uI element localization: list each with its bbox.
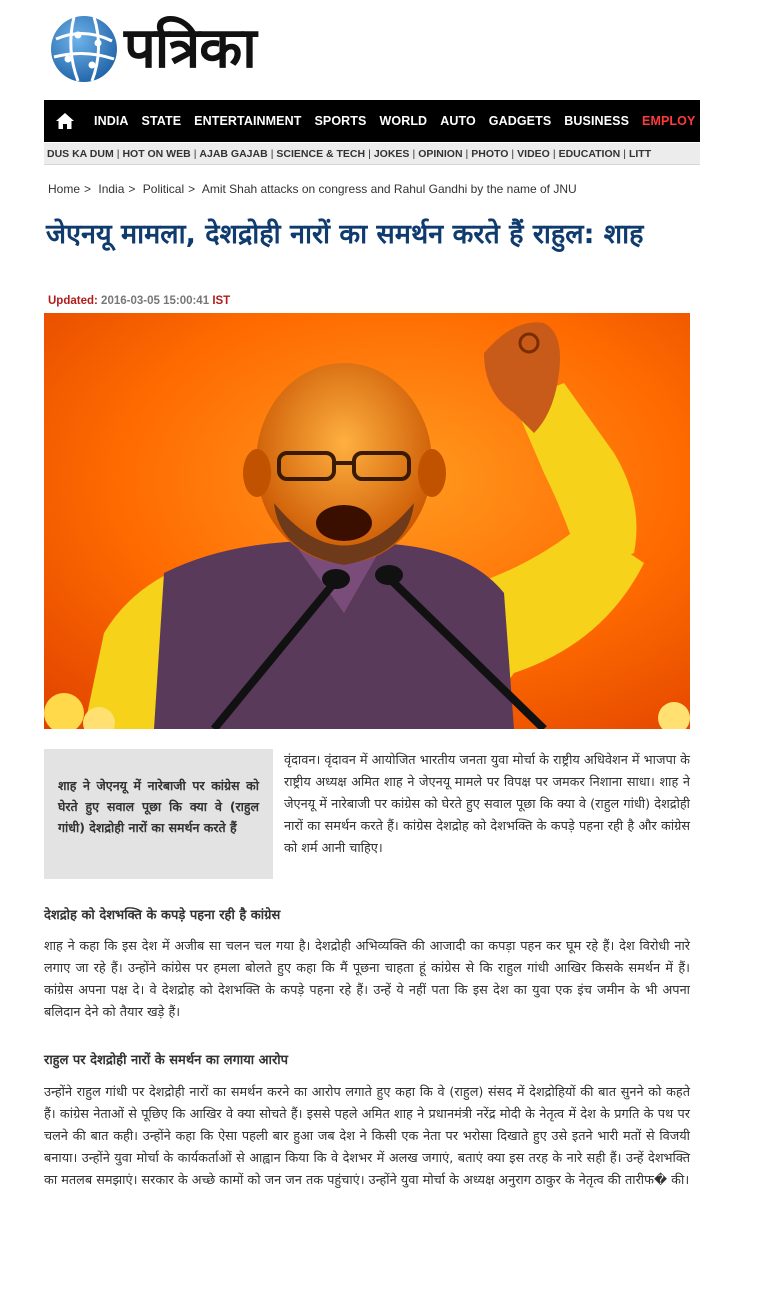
subnav-separator: |: [465, 147, 469, 160]
logo-wordmark: पत्रिका: [124, 16, 256, 81]
article-title: जेएनयू मामला, देशद्रोही नारों का समर्थन करते हैं राहुल: शाह: [46, 219, 644, 250]
article-paragraph-1: शाह ने कहा कि इस देश में अजीब सा चलन चल गया है। देशद्रोही अभिव्यक्ति की आजादी का कपड़ा पहन कर घूम रहे हैं। देश विरोधी नारे लगाए जा रहे हैं। उन्होंने कांग्रेस पर हमला बोलते हुए कहा कि मैं पूछना चाहता हूं कांग्रेस से कि राहुल गांधी आखिर किसके समर्थन में हैं। कांग्रेस अपना पक्ष दे। वे देशद्रोह को देशभक्ति के कपड़े पहना रहे हैं। उन्हें ये नहीं पता कि इस देश का युवा एक इंच जमीन के भी अपना बलिदान देने को तैयार खड़े हैं।: [44, 939, 690, 1020]
breadcrumb-political[interactable]: Political: [142, 182, 185, 196]
breadcrumb-separator: >: [128, 182, 136, 196]
nav-sports[interactable]: SPORTS: [314, 114, 367, 128]
subnav-ajab-gajab[interactable]: AJAB GAJAB: [199, 147, 268, 160]
pull-quote: शाह ने जेएनयू में नारेबाजी पर कांग्रेस को घेरते हुए सवाल पूछा कि क्या वे (राहुल गांधी) देशद्रोही नारों का समर्थन करते हैं: [44, 749, 273, 879]
updated-value: 2016-03-05 15:00:41: [101, 295, 210, 307]
nav-state[interactable]: STATE: [141, 114, 182, 128]
article-hero-image: [44, 313, 690, 729]
home-icon: [55, 112, 75, 130]
subnav-education[interactable]: EDUCATION: [558, 147, 621, 160]
subnav-hot-on-web[interactable]: HOT ON WEB: [122, 147, 191, 160]
main-nav: [44, 100, 700, 142]
home-button[interactable]: [44, 100, 86, 142]
subnav-separator: |: [193, 147, 197, 160]
sub-nav: [44, 143, 700, 165]
breadcrumb-separator: >: [84, 182, 92, 196]
subnav-photo[interactable]: PHOTO: [471, 147, 509, 160]
nav-world[interactable]: WORLD: [379, 114, 428, 128]
nav-auto[interactable]: AUTO: [440, 114, 476, 128]
nav-employment[interactable]: EMPLOY: [642, 114, 696, 128]
article-intro: वृंदावन। वृंदावन में आयोजित भारतीय जनता युवा मोर्चा के राष्ट्रीय अधिवेशन में भाजपा के राष्ट्रीय अध्यक्ष अमित शाह ने जेएनयू मामले पर विपक्ष पर जमकर निशाना साधा। शाह ने जेएनयू में नारेबाजी पर कांग्रेस को घेरते हुए सवाल पूछा कि क्या वे (राहुल गांधी) देशद्रोही नारों का समर्थन करते हैं। कांग्रेस देशद्रोह को देशभक्ति के कपड़े पहना रही है और कांग्रेस को शर्म आनी चाहिए।: [284, 753, 690, 856]
section-heading-2: राहुल पर देशद्रोही नारों के समर्थन का लगाया आरोप: [44, 1053, 289, 1068]
subnav-jokes[interactable]: JOKES: [373, 147, 410, 160]
breadcrumb-india[interactable]: India: [98, 182, 125, 196]
site-logo[interactable]: [48, 12, 256, 86]
subnav-dus-ka-dum[interactable]: DUS KA DUM: [47, 147, 114, 160]
subnav-video[interactable]: VIDEO: [517, 147, 550, 160]
subnav-separator: |: [511, 147, 515, 160]
nav-gadgets[interactable]: GADGETS: [488, 114, 552, 128]
subnav-literature[interactable]: LITT: [628, 147, 652, 160]
globe-logo-icon: [48, 13, 120, 85]
updated-timestamp: [48, 295, 230, 307]
nav-entertainment[interactable]: ENTERTAINMENT: [194, 114, 302, 128]
breadcrumb-separator: >: [188, 182, 196, 196]
subnav-separator: |: [623, 147, 626, 160]
subnav-separator: |: [368, 147, 371, 160]
breadcrumb-current: Amit Shah attacks on congress and Rahul Gandhi by the name of JNU: [201, 182, 577, 196]
subnav-opinion[interactable]: OPINION: [418, 147, 463, 160]
article-paragraph-2: उन्होंने राहुल गांधी पर देशद्रोही नारों का समर्थन करने का आरोप लगाते हुए कहा कि वे (राहुल) संसद में देशद्रोहियों की बात सुनने को कहते हैं। कांग्रेस नेताओं से पूछिए कि आखिर वे क्या सोचते हैं। इससे पहले अमित शाह ने प्रधानमंत्री नरेंद्र मोदी के नेतृत्व में देश के प्रगति के पथ पर चलने की बात कही। उन्होंने कहा कि ऐसा पहली बार हुआ जब देश ने किसी एक नेता पर भरोसा दिखाते हुए उसे इतने भारी मतों से विजयी बनाया। उन्होंने युवा मोर्चा के कार्यकर्ताओं से आह्वान किया कि वे देशभर में अलख जगाएं, बताएं क्या इस तरह के नारे सही हैं। उन्हें देशभक्ति का मतलब समझाएं। सरकार के अच्छे कामों को जन जन तक पहुंचाएं। उन्होंने युवा मोर्चा के अध्यक्ष अनुराग ठाकुर के नेतृत्व की तारीफ� की।: [44, 1085, 690, 1188]
subnav-separator: |: [116, 147, 120, 160]
speaker-photo-illustration: [44, 313, 690, 729]
nav-business[interactable]: BUSINESS: [564, 114, 630, 128]
subnav-separator: |: [270, 147, 274, 160]
updated-timezone: IST: [212, 295, 231, 307]
breadcrumb: [48, 182, 577, 196]
subnav-separator: |: [412, 147, 416, 160]
updated-label: Updated:: [48, 295, 98, 307]
subnav-science-tech[interactable]: SCIENCE & TECH: [276, 147, 366, 160]
breadcrumb-home[interactable]: Home: [48, 182, 81, 196]
subnav-separator: |: [552, 147, 556, 160]
section-heading-1: देशद्रोह को देशभक्ति के कपड़े पहना रही है कांग्रेस: [44, 908, 281, 923]
nav-india[interactable]: INDIA: [94, 114, 129, 128]
